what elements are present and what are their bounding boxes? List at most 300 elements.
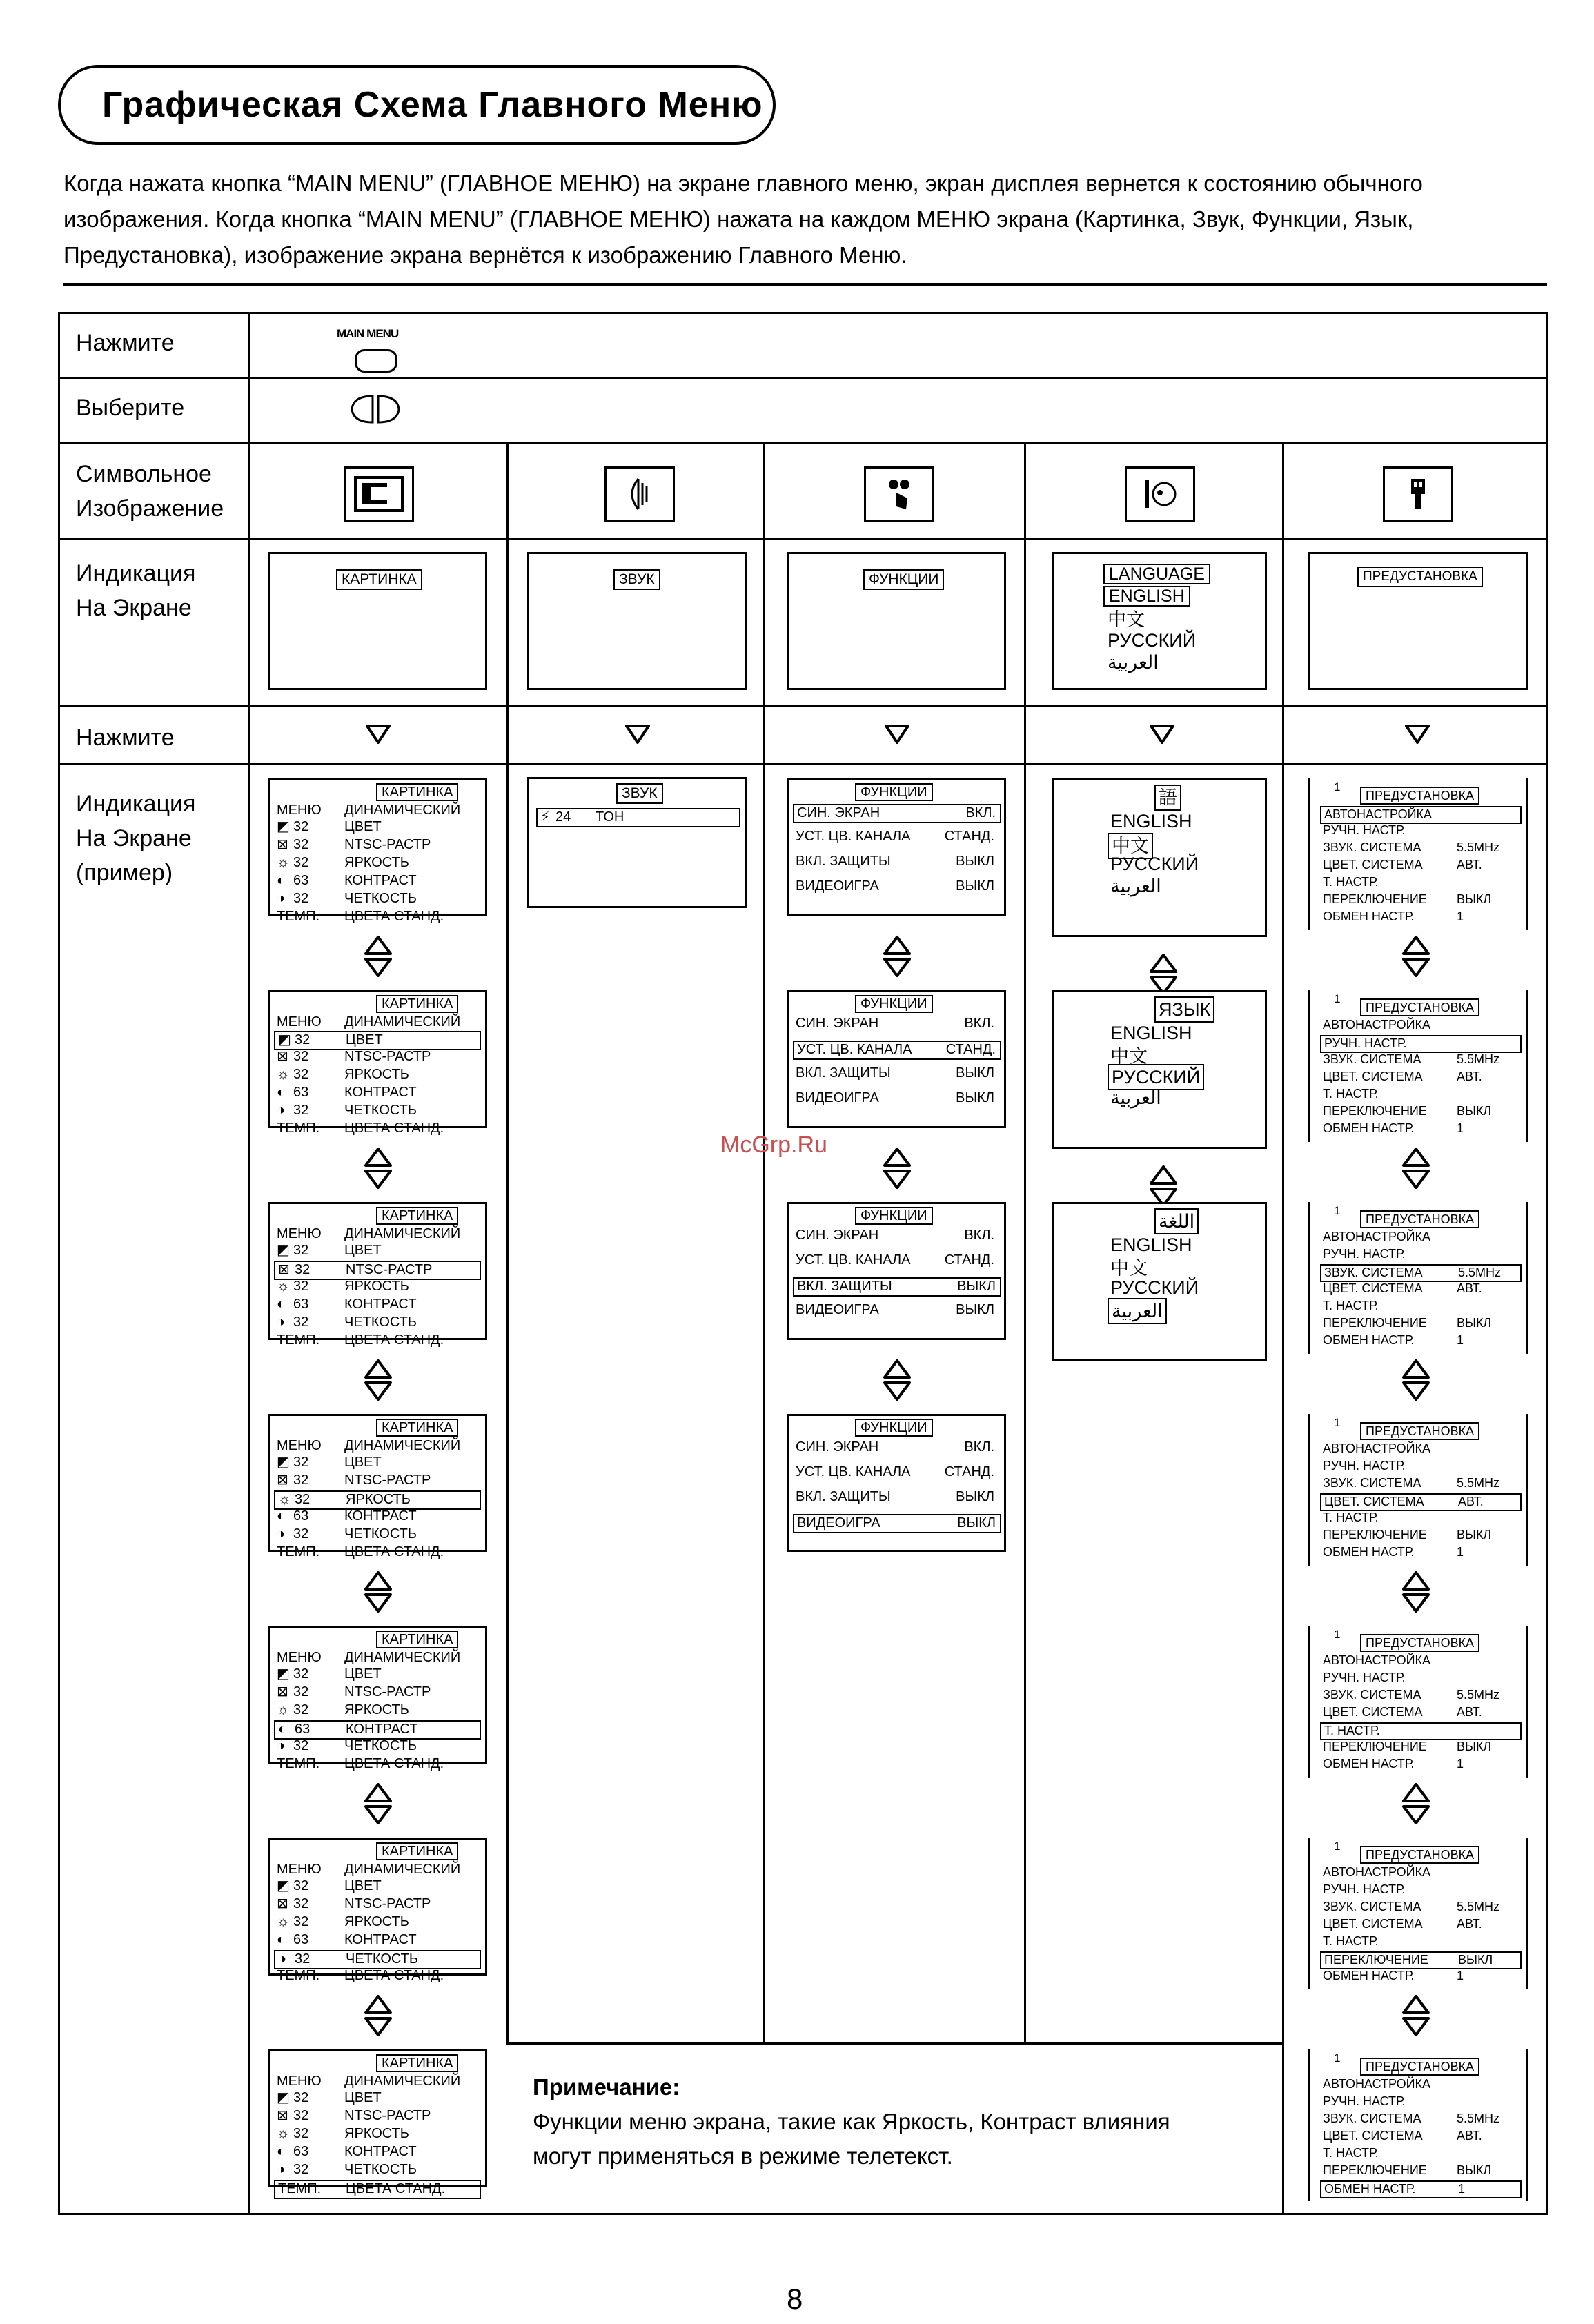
preset-menu-tag: ПРЕДУСТАНОВКА	[1360, 1634, 1479, 1652]
picture-tag: КАРТИНКА	[336, 569, 422, 590]
menu-item-value: 32	[293, 855, 309, 870]
functions-menu-row	[793, 804, 1001, 823]
preset-screen	[1308, 552, 1528, 690]
preset-menu-row	[1320, 1052, 1519, 1067]
language-option: العربية	[1110, 876, 1161, 896]
up-down-arrows-icon[interactable]	[1399, 934, 1433, 978]
row-divider	[58, 705, 1548, 707]
up-down-arrows-icon[interactable]	[1399, 1570, 1433, 1614]
function-label: ВКЛ. ЗАЩИТЫ	[796, 1065, 891, 1081]
functions-menu-row	[793, 1514, 1001, 1533]
russian-option: РУССКИЙ	[1108, 630, 1197, 651]
preset-menu-screen	[1308, 1626, 1528, 1778]
preset-label: РУЧН. НАСТР.	[1323, 1247, 1406, 1261]
up-down-arrows-icon[interactable]	[880, 1358, 914, 1402]
label-example-3: (пример)	[76, 860, 173, 886]
plug-icon	[1397, 473, 1439, 515]
preset-menu-row	[1320, 1070, 1519, 1085]
menu-item-icon: ⊠	[277, 2108, 288, 2123]
note-title: Примечание:	[533, 2074, 680, 2100]
preset-label: РУЧН. НАСТР.	[1323, 1882, 1406, 1896]
function-value: ВЫКЛ	[956, 1489, 994, 1504]
preset-label: ПЕРЕКЛЮЧЕНИЕ	[1323, 2163, 1427, 2177]
menu-item-label: КОНТРАСТ	[346, 1722, 418, 1737]
function-label: УСТ. ЦВ. КАНАЛА	[797, 1042, 912, 1057]
preset-menu-row	[1320, 1969, 1519, 1984]
up-down-arrows-icon[interactable]	[880, 934, 914, 978]
menu-item-value: 63	[295, 1722, 311, 1737]
picture-menu-footer	[274, 2180, 481, 2199]
preset-menu-screen	[1308, 2049, 1528, 2201]
menu-header-label: МЕНЮ	[277, 1226, 322, 1241]
function-value: ВКЛ.	[964, 1228, 994, 1243]
preset-label: ПЕРЕКЛЮЧЕНИЕ	[1323, 1104, 1427, 1118]
language-option: العربية	[1108, 1298, 1167, 1324]
menu-item-icon: ◩	[277, 819, 290, 834]
picture-menu-row	[274, 1297, 478, 1313]
label-symbol-1: Символьное	[76, 461, 212, 487]
preset-menu-tag: ПРЕДУСТАНОВКА	[1360, 2058, 1479, 2076]
menu-item-icon: ⊠	[277, 1896, 288, 1911]
globe-talk-icon	[1139, 473, 1181, 515]
preset-label: ЗВУК. СИСТЕМА	[1323, 840, 1421, 854]
label-example-1: Индикация	[76, 791, 196, 817]
menu-header-mode: ДИНАМИЧЕСКИЙ	[344, 802, 461, 818]
picture-menu-row	[274, 819, 478, 836]
picture-menu-screen	[268, 1414, 487, 1559]
intro-line-1: Когда нажата кнопка “MAIN MENU” (ГЛАВНОЕ МЕНЮ) на экране главного меню, экран дисплея вернется к состоянию обычного	[63, 170, 1423, 196]
menu-item-label: ЧЕТКОСТЬ	[344, 1526, 417, 1542]
menu-item-label: ЧЕТКОСТЬ	[344, 1738, 417, 1753]
menu-item-icon: ◐	[277, 1508, 286, 1524]
picture-menu-row	[274, 1738, 478, 1755]
menu-footer-label: ТЕМП.	[277, 1332, 320, 1348]
col-divider	[506, 442, 509, 2042]
functions-menu-row	[793, 1090, 998, 1107]
up-down-arrows-icon[interactable]	[1399, 1993, 1433, 2038]
sound-icon: ⚡	[540, 809, 551, 825]
preset-menu-row	[1320, 2111, 1519, 2127]
picture-menu-row	[274, 2126, 478, 2143]
menu-item-icon: ☼	[277, 1067, 290, 1082]
picture-menu-row	[274, 1684, 478, 1701]
menu-item-label: ЯРКОСТЬ	[344, 1914, 409, 1929]
functions-menu-row	[793, 854, 998, 870]
preset-label: РУЧН. НАСТР.	[1323, 2094, 1406, 2108]
preset-menu-row	[1320, 1705, 1519, 1720]
menu-item-value: 32	[293, 1526, 309, 1542]
menu-item-label: NTSC-РАСТР	[344, 2108, 431, 2123]
preset-label: ЗВУК. СИСТЕМА	[1323, 1476, 1421, 1490]
preset-label: Т. НАСТР.	[1323, 875, 1379, 889]
preset-menu-row	[1320, 1230, 1519, 1245]
up-down-arrows-icon[interactable]	[880, 1146, 914, 1190]
preset-label: Т. НАСТР.	[1323, 1510, 1379, 1524]
picture-menu-row	[274, 2090, 478, 2107]
picture-menu-footer	[274, 1121, 478, 1137]
functions-menu-row	[793, 1302, 998, 1319]
function-label: ВИДЕОИГРА	[796, 878, 879, 894]
sound-screen	[527, 552, 747, 690]
preset-label: Т. НАСТР.	[1323, 1087, 1379, 1101]
preset-value: АВТ.	[1458, 1495, 1484, 1508]
picture-menu-row	[274, 1702, 478, 1719]
preset-menu-tag: ПРЕДУСТАНОВКА	[1360, 1422, 1479, 1440]
label-select: Выберите	[76, 395, 185, 421]
preset-value: 5.5MHz	[1457, 840, 1500, 854]
preset-menu-row	[1320, 1281, 1519, 1297]
menu-header-mode: ДИНАМИЧЕСКИЙ	[344, 2074, 461, 2089]
sound-symbol	[604, 466, 675, 522]
menu-item-value: 32	[293, 837, 309, 852]
picture-menu-row	[274, 1455, 478, 1471]
preset-value: АВТ.	[1457, 1281, 1482, 1295]
function-label: СИН. ЭКРАН	[796, 1228, 879, 1243]
preset-menu-row	[1320, 1121, 1519, 1136]
preset-label: РУЧН. НАСТР.	[1323, 823, 1406, 837]
picture-menu-row	[274, 873, 478, 889]
preset-menu-tag: ПРЕДУСТАНОВКА	[1360, 1210, 1479, 1228]
preset-tag: ПРЕДУСТАНОВКА	[1357, 567, 1483, 587]
functions-menu-tag: ФУНКЦИИ	[855, 1419, 933, 1437]
functions-menu-row	[793, 1277, 1001, 1297]
row-divider	[58, 377, 1548, 379]
preset-label: ПЕРЕКЛЮЧЕНИЕ	[1323, 892, 1427, 906]
preset-value: 1	[1457, 909, 1464, 923]
preset-menu-row	[1320, 2094, 1519, 2109]
up-down-arrows-icon[interactable]	[1399, 1358, 1433, 1402]
menu-header-mode: ДИНАМИЧЕСКИЙ	[344, 1014, 461, 1030]
main-menu-button[interactable]	[355, 349, 397, 373]
language-symbol	[1125, 466, 1195, 522]
down-button-icon[interactable]	[1148, 722, 1176, 745]
menu-item-icon: ⊠	[277, 837, 288, 852]
preset-label: ЦВЕТ. СИСТЕМА	[1323, 2129, 1423, 2143]
preset-index: 1	[1334, 1204, 1341, 1217]
picture-menu-row	[274, 1103, 478, 1119]
preset-label: АВТОНАСТРОЙКА	[1323, 1653, 1431, 1667]
menu-item-label: КОНТРАСТ	[344, 873, 417, 888]
menu-item-value: 32	[293, 1067, 309, 1082]
preset-value: 1	[1457, 1969, 1464, 1982]
menu-item-value: 32	[293, 1314, 309, 1330]
down-button-icon[interactable]	[624, 722, 651, 745]
label-symbol-2: Изображение	[76, 495, 224, 522]
preset-menu-screen	[1308, 1838, 1528, 1989]
menu-item-label: ЧЕТКОСТЬ	[346, 1951, 418, 1967]
preset-menu-row	[1320, 1653, 1519, 1668]
preset-label: ЗВУК. СИСТЕМА	[1323, 1688, 1421, 1702]
menu-footer-label: ТЕМП.	[277, 909, 320, 924]
picture-menu-row	[274, 1243, 478, 1259]
preset-index: 1	[1334, 780, 1341, 794]
preset-value: АВТ.	[1457, 858, 1482, 872]
menu-footer-label: ТЕМП.	[277, 1544, 320, 1559]
preset-label: РУЧН. НАСТР.	[1323, 1671, 1406, 1684]
menu-item-value: 32	[295, 1262, 311, 1277]
preset-value: АВТ.	[1457, 1705, 1482, 1719]
menu-item-icon: ☼	[277, 1914, 290, 1929]
preset-menu-row	[1320, 1757, 1519, 1772]
picture-menu-row	[274, 1049, 478, 1065]
preset-menu-row	[1320, 1247, 1519, 1262]
menu-footer-value: ЦВЕТА СТАНД.	[344, 1332, 444, 1348]
language-option: ENGLISH	[1110, 811, 1192, 831]
menu-item-icon: ◩	[277, 2090, 290, 2105]
functions-menu-row	[793, 1016, 998, 1032]
function-label: СИН. ЭКРАН	[797, 805, 880, 820]
tv-icon	[351, 473, 406, 515]
menu-item-value: 63	[293, 2144, 309, 2159]
menu-item-value: 32	[293, 1455, 309, 1470]
up-down-arrows-icon[interactable]	[362, 1993, 395, 2038]
row-divider	[58, 538, 1548, 540]
preset-label: Т. НАСТР.	[1323, 1934, 1379, 1948]
language-tag: LANGUAGE	[1103, 564, 1210, 584]
menu-item-icon: ☼	[277, 855, 290, 870]
language-option: 中文	[1110, 1258, 1148, 1279]
language-option: 中文	[1108, 833, 1153, 859]
language-option: РУССКИЙ	[1110, 854, 1199, 874]
arabic-option: العربية	[1108, 652, 1159, 673]
page-number: 8	[787, 2283, 803, 2315]
preset-label: АВТОНАСТРОЙКА	[1324, 807, 1433, 821]
menu-item-icon: ◑	[277, 1738, 286, 1753]
picture-menu-tag: КАРТИНКА	[376, 1207, 458, 1225]
menu-item-value: 63	[293, 1508, 309, 1524]
menu-item-value: 32	[293, 819, 309, 834]
preset-label: ПЕРЕКЛЮЧЕНИЕ	[1323, 1740, 1427, 1753]
functions-menu-row	[793, 1041, 1001, 1060]
preset-menu-row	[1320, 1545, 1519, 1560]
preset-menu-row	[1320, 892, 1519, 907]
menu-item-label: КОНТРАСТ	[344, 2144, 417, 2159]
preset-value: ВЫКЛ	[1457, 1104, 1492, 1118]
preset-menu-row	[1320, 1441, 1519, 1457]
function-value: ВКЛ.	[964, 1439, 994, 1455]
menu-item-value: 32	[293, 1473, 309, 1488]
picture-menu-row	[274, 1666, 478, 1683]
menu-footer-label: ТЕМП.	[277, 1121, 320, 1136]
preset-label: ЦВЕТ. СИСТЕМА	[1323, 1917, 1423, 1931]
menu-footer-value: ЦВЕТА СТАНД.	[344, 1756, 444, 1771]
function-label: УСТ. ЦВ. КАНАЛА	[796, 829, 911, 844]
preset-value: АВТ.	[1457, 1070, 1482, 1083]
language-option: اللغة	[1154, 1208, 1199, 1234]
preset-value: 1	[1457, 1757, 1464, 1771]
picture-menu-row	[274, 1279, 478, 1295]
preset-menu-screen	[1308, 778, 1528, 930]
up-down-arrows-icon[interactable]	[362, 1570, 395, 1614]
menu-item-icon: ☼	[278, 1492, 291, 1507]
sound-row-selected	[536, 808, 740, 827]
row-divider	[58, 763, 1548, 765]
language-option: 語	[1154, 785, 1181, 811]
menu-item-value: 32	[293, 2126, 309, 2141]
sound-value: 24	[555, 809, 571, 825]
row-divider	[58, 442, 1548, 444]
picture-menu-screen	[268, 1626, 487, 1771]
menu-footer-label: ТЕМП.	[277, 1756, 320, 1771]
menu-item-label: ЯРКОСТЬ	[344, 1067, 409, 1082]
preset-label: ОБМЕН НАСТР.	[1323, 1333, 1415, 1347]
menu-item-value: 32	[293, 1914, 309, 1929]
up-down-arrows-icon[interactable]	[1399, 1782, 1433, 1826]
menu-item-icon: ◑	[277, 1103, 286, 1118]
down-button-icon[interactable]	[364, 722, 392, 745]
menu-item-value: 32	[293, 1878, 309, 1893]
menu-item-icon: ◐	[277, 1085, 286, 1100]
preset-label: Т. НАСТР.	[1323, 1299, 1379, 1312]
label-display-2: На Экране	[76, 595, 192, 621]
preset-label: ПЕРЕКЛЮЧЕНИЕ	[1324, 1953, 1428, 1967]
menu-item-label: NTSC-РАСТР	[344, 1473, 431, 1488]
preset-menu-screen	[1308, 1202, 1528, 1354]
menu-item-icon: ◐	[278, 1722, 287, 1737]
menu-item-icon: ◑	[277, 1526, 286, 1542]
down-button-icon[interactable]	[1404, 722, 1431, 745]
up-down-arrows-icon[interactable]	[362, 1358, 395, 1402]
menu-item-value: 32	[293, 1243, 309, 1258]
menu-item-label: ЧЕТКОСТЬ	[344, 1103, 417, 1118]
label-display-1: Индикация	[76, 560, 196, 587]
picture-symbol	[344, 466, 414, 522]
up-down-arrows-icon[interactable]	[362, 1146, 395, 1190]
preset-menu-row	[1320, 875, 1519, 890]
menu-item-label: ЯРКОСТЬ	[344, 2126, 409, 2141]
picture-menu-tag: КАРТИНКА	[376, 1419, 458, 1437]
preset-index: 1	[1334, 1840, 1341, 1853]
menu-item-label: NTSC-РАСТР	[346, 1262, 433, 1277]
preset-value: ВЫКЛ	[1457, 2163, 1492, 2177]
functions-menu-row	[793, 878, 998, 895]
preset-menu-row	[1320, 1316, 1519, 1331]
picture-menu-screen	[268, 1838, 487, 1983]
picture-menu-row	[274, 1314, 478, 1331]
menu-item-label: ЦВЕТ	[344, 2090, 382, 2105]
menu-item-label: ЦВЕТ	[344, 1455, 382, 1470]
preset-menu-tag: ПРЕДУСТАНОВКА	[1360, 998, 1479, 1016]
menu-item-icon: ⊠	[277, 1473, 288, 1488]
function-value: СТАНД.	[945, 1042, 996, 1057]
functions-menu-row	[793, 1489, 998, 1506]
preset-menu-row	[1320, 1528, 1519, 1543]
preset-menu-row	[1320, 1917, 1519, 1932]
menu-footer-value: ЦВЕТА СТАНД.	[344, 1968, 444, 1983]
picture-menu-row	[274, 1473, 478, 1489]
preset-menu-row	[1320, 1900, 1519, 1915]
preset-menu-row	[1320, 1018, 1519, 1033]
up-down-arrows-icon[interactable]	[362, 934, 395, 978]
preset-menu-row	[1320, 2146, 1519, 2161]
preset-menu-row	[1320, 1087, 1519, 1102]
preset-value: 5.5MHz	[1457, 1052, 1500, 1066]
preset-menu-screen	[1308, 990, 1528, 1142]
preset-label: ЗВУК. СИСТЕМА	[1323, 1900, 1421, 1913]
menu-item-label: NTSC-РАСТР	[344, 1684, 431, 1700]
note	[533, 2070, 1250, 2174]
functions-screen	[787, 552, 1006, 690]
menu-item-value: 32	[293, 2090, 309, 2105]
functions-symbol	[864, 466, 934, 522]
down-button-icon[interactable]	[883, 722, 911, 745]
menu-item-label: КОНТРАСТ	[344, 1297, 417, 1312]
preset-label: ЦВЕТ. СИСТЕМА	[1323, 1705, 1423, 1719]
menu-header-label: МЕНЮ	[277, 1650, 322, 1665]
preset-value: 1	[1458, 2182, 1466, 2196]
page-title: Графическая Схема Главного Меню	[102, 85, 763, 125]
up-down-arrows-icon[interactable]	[1399, 1146, 1433, 1190]
sound-menu-screen	[527, 777, 747, 908]
preset-menu-row	[1320, 1333, 1519, 1348]
picture-menu-row	[274, 1508, 478, 1525]
preset-menu-row	[1320, 1671, 1519, 1686]
preset-label: АВТОНАСТРОЙКА	[1323, 1230, 1431, 1243]
preset-menu-row	[1320, 1865, 1519, 1880]
preset-value: ВЫКЛ	[1457, 1740, 1492, 1753]
col-divider	[1282, 442, 1284, 2215]
picture-menu-screen	[268, 2049, 487, 2196]
preset-value: ВЫКЛ	[1457, 1316, 1492, 1330]
preset-menu-row	[1320, 1459, 1519, 1474]
function-value: ВЫКЛ	[957, 1279, 996, 1294]
picture-menu-row	[274, 1914, 478, 1931]
sound-label: ТОН	[596, 809, 624, 825]
label-press-2: Нажмите	[76, 725, 175, 751]
picture-menu-tag: КАРТИНКА	[376, 783, 458, 801]
menu-item-label: NTSC-РАСТР	[344, 837, 431, 852]
preset-label: ЗВУК. СИСТЕМА	[1324, 1266, 1423, 1279]
preset-label: ОБМЕН НАСТР.	[1323, 1121, 1415, 1135]
preset-label: ОБМЕН НАСТР.	[1323, 909, 1415, 923]
preset-value: ВЫКЛ	[1457, 892, 1492, 906]
language-option: РУССКИЙ	[1108, 1064, 1204, 1090]
menu-footer-value: ЦВЕТА СТАНД.	[344, 1121, 444, 1136]
picture-menu-row	[274, 891, 478, 907]
picture-menu-screen	[268, 990, 487, 1136]
up-down-arrows-icon[interactable]	[362, 1782, 395, 1826]
picture-menu-footer	[274, 1544, 478, 1561]
preset-index: 1	[1334, 2051, 1341, 2065]
language-option: РУССКИЙ	[1110, 1277, 1199, 1298]
preset-menu-row	[1320, 1688, 1519, 1703]
menu-footer-label: ТЕМП.	[277, 1968, 320, 1983]
left-right-arrows-icon[interactable]	[348, 392, 403, 426]
menu-item-value: 32	[293, 891, 309, 906]
language-menu-screen	[1052, 1202, 1267, 1361]
intro-text	[63, 166, 1547, 273]
menu-item-label: ЯРКОСТЬ	[344, 1279, 409, 1294]
picture-menu-row	[274, 1526, 478, 1543]
menu-item-icon: ⊠	[277, 1049, 288, 1064]
hand-icon	[878, 473, 920, 515]
functions-menu-row	[793, 1252, 998, 1269]
menu-item-icon: ☼	[277, 2126, 290, 2141]
picture-screen	[268, 552, 487, 690]
preset-menu-row	[1320, 840, 1519, 856]
preset-label: ОБМЕН НАСТР.	[1323, 1545, 1415, 1559]
menu-item-value: 32	[295, 1951, 311, 1967]
menu-item-label: ЯРКОСТЬ	[344, 1702, 409, 1717]
menu-header-mode: ДИНАМИЧЕСКИЙ	[344, 1650, 461, 1665]
functions-menu-tag: ФУНКЦИИ	[855, 995, 933, 1013]
language-option: ENGLISH	[1110, 1234, 1192, 1255]
picture-menu-row	[274, 1896, 478, 1913]
menu-item-icon: ☼	[277, 1279, 290, 1294]
picture-menu-row	[274, 855, 478, 872]
functions-menu-row	[793, 1065, 998, 1082]
preset-value: 5.5MHz	[1457, 1476, 1500, 1490]
